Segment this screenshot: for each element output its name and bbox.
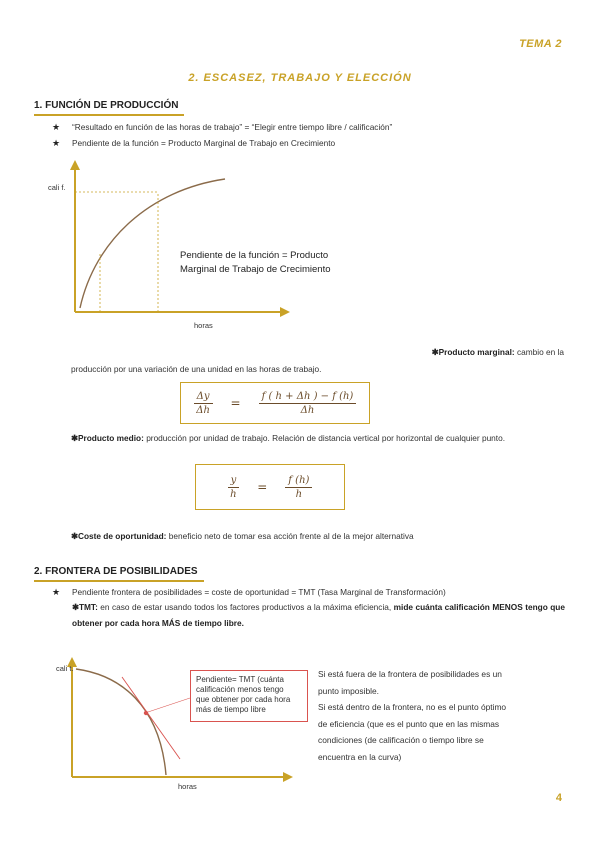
graph1-annotation-line2: Marginal de Trabajo de Crecimiento bbox=[180, 264, 331, 275]
note-line-2: calificación menos tengo bbox=[196, 685, 284, 694]
star-icon: ★ bbox=[52, 587, 61, 597]
section-heading-1-text: 1. FUNCIÓN DE PRODUCCIÓN bbox=[34, 100, 179, 111]
y-axis-arrow-icon bbox=[70, 160, 80, 170]
medio-rest: producción por unidad de trabajo. Relación de distancia vertical por horizontal de cualquier punto. bbox=[146, 433, 506, 443]
section-heading-2 bbox=[34, 566, 200, 579]
tmt-bold: mide cuánta calificación MENOS tengo que obtener por cada hora MÁS de tiempo libre. bbox=[72, 602, 565, 628]
bullet-1-text: “Resultado en función de las horas de trabajo” = “Elegir entre tiempo libre / calificación” bbox=[72, 122, 393, 132]
section-heading-1 bbox=[34, 100, 180, 113]
formula-marginal bbox=[180, 382, 370, 424]
section-heading-2-text: 2. FRONTERA DE POSIBILIDADES bbox=[34, 566, 198, 577]
side-line-6: encuentra en la curva) bbox=[318, 751, 402, 762]
tangent-line bbox=[122, 677, 180, 759]
formula2-rhs-num: f (h) bbox=[285, 475, 312, 488]
graph1-y-label: cali f. bbox=[48, 183, 66, 192]
coste-term: ✱Coste de oportunidad: bbox=[71, 531, 167, 541]
tmt-rest: en caso de estar usando todos los factores productivos a la máxima eficiencia, bbox=[100, 602, 392, 612]
tema-label: TEMA 2 bbox=[519, 38, 562, 50]
tmt-definition bbox=[72, 599, 565, 631]
formula1-rhs-num: f ( h + Δh ) − f (h) bbox=[259, 391, 357, 404]
frontier-curve bbox=[76, 669, 166, 775]
side-line-3: Si está dentro de la frontera, no es el punto óptimo bbox=[318, 702, 507, 712]
formula1-equals: = bbox=[230, 396, 241, 410]
x-axis-arrow-icon bbox=[280, 307, 290, 317]
page-number: 4 bbox=[555, 792, 562, 804]
marginal-definition-line2: producción por una variación de una unidad en las horas de trabajo. bbox=[71, 364, 322, 374]
formula2-lhs-den: h bbox=[230, 488, 237, 500]
x-axis-arrow-icon bbox=[283, 772, 293, 782]
side-line-5: condiciones (de calificación o tiempo libre se bbox=[318, 735, 484, 745]
formula2-lhs bbox=[228, 475, 240, 500]
tmt-term: ✱TMT: bbox=[72, 602, 98, 612]
medio-definition bbox=[71, 430, 565, 446]
formula-medio bbox=[195, 464, 345, 510]
formula1-lhs-num: Δy bbox=[194, 391, 213, 404]
marginal-rest: cambio en la bbox=[516, 347, 564, 357]
page-title: 2. ESCASEZ, TRABAJO Y ELECCIÓN bbox=[188, 72, 412, 84]
annotation-pointer bbox=[148, 698, 190, 712]
star-icon: ★ bbox=[52, 138, 61, 148]
formula1-lhs bbox=[194, 391, 213, 416]
formula1-lhs-den: Δh bbox=[196, 404, 210, 416]
marginal-term: ✱Producto marginal: bbox=[431, 347, 515, 357]
graph1-annotation bbox=[180, 249, 331, 277]
coste-definition bbox=[71, 528, 414, 544]
side-line-1: Si está fuera de la frontera de posibilidades es un bbox=[318, 669, 502, 679]
graph2-x-label: horas bbox=[178, 782, 197, 791]
note-line-3: que obtener por cada hora bbox=[196, 695, 291, 704]
formula2-lhs-num: y bbox=[228, 475, 240, 488]
coste-rest: beneficio neto de tomar esa acción frente al de la mejor alternativa bbox=[168, 531, 414, 541]
side-line-4: de eficiencia (que es el punto que en las mismas bbox=[318, 718, 500, 729]
star-icon: ★ bbox=[52, 122, 61, 132]
formula1-rhs-den: Δh bbox=[300, 404, 315, 416]
tangent-point bbox=[144, 711, 148, 715]
note-line-1: Pendiente= TMT (cuánta bbox=[196, 675, 284, 684]
production-function-graph bbox=[40, 160, 360, 335]
formula2-equals: = bbox=[257, 480, 268, 494]
bullet-2-text: Pendiente de la función = Producto Marginal de Trabajo en Crecimiento bbox=[72, 138, 336, 148]
marginal-definition-line1 bbox=[0, 344, 564, 360]
formula1-rhs bbox=[259, 391, 357, 416]
formula2-rhs bbox=[285, 475, 312, 500]
note-line-4: más de tiempo libre bbox=[196, 705, 266, 714]
graph1-annotation-line1: Pendiente de la función = Producto bbox=[180, 250, 329, 261]
medio-term: ✱Producto medio: bbox=[71, 433, 144, 443]
tmt-annotation-box bbox=[190, 670, 308, 722]
side-line-2: punto imposible. bbox=[318, 685, 379, 696]
production-curve bbox=[80, 179, 225, 308]
frontier-explanation bbox=[318, 666, 566, 765]
bullet-3-text: Pendiente frontera de posibilidades = coste de oportunidad = TMT (Tasa Marginal de Transformación) bbox=[72, 587, 446, 597]
graph2-y-label: cali t. bbox=[56, 664, 74, 673]
graph1-x-label: horas bbox=[194, 321, 213, 330]
formula2-rhs-den: h bbox=[295, 488, 303, 500]
